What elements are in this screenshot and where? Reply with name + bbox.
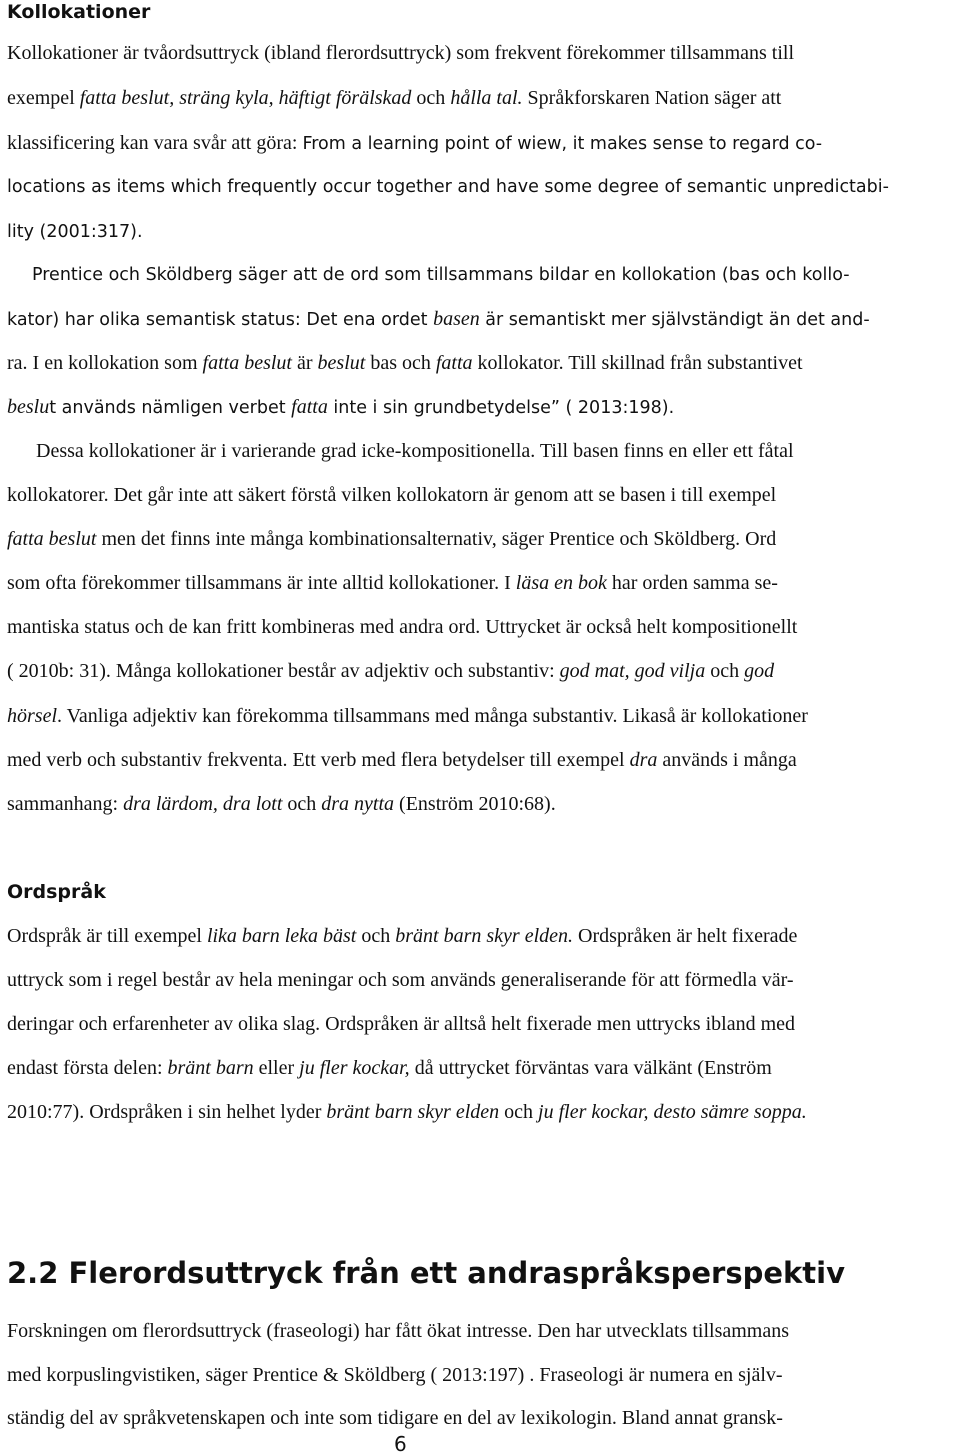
text-line <box>7 748 797 772</box>
term: ju fler kockar, desto sämre soppa. <box>538 1101 807 1123</box>
text-line: Forskningen om flerordsuttryck (fraseologi) har fått ökat intresse. Den har utvecklats tillsammans <box>7 1320 790 1342</box>
term: fatta beslut <box>7 528 97 550</box>
term: fatta beslut <box>202 352 292 374</box>
text-run: har orden samma se- <box>606 572 778 594</box>
text-run: är <box>291 352 318 374</box>
text-run: används i många <box>657 749 797 771</box>
quote-run: From a learning point of wiew, it makes sense to regard co- <box>302 134 823 154</box>
text-run: Språkforskaren Nation säger att <box>522 87 782 109</box>
text-run: eller <box>253 1057 300 1079</box>
term: lika barn leka bäst <box>206 925 357 947</box>
text-line <box>7 1100 807 1124</box>
text-run: och <box>705 660 745 682</box>
text-line <box>7 571 778 595</box>
text-line <box>7 86 781 110</box>
term: dra <box>629 749 658 771</box>
term: basen <box>433 308 480 330</box>
text-line: Dessa kollokationer är i varierande grad icke-kompositionella. Till basen finns en eller ett fåtal <box>36 440 794 462</box>
text-run: inte i sin grundbetydelse” ( 2013:198). <box>327 398 675 418</box>
text-line <box>7 1056 772 1080</box>
text-run: kator) har olika semantisk status: <box>7 310 307 330</box>
text-run: sammanhang: <box>7 793 124 815</box>
text-line <box>7 351 803 375</box>
text-run: som ofta förekommer tillsammans är inte alltid kollokationer. I <box>7 572 516 594</box>
term: bränt barn skyr elden <box>326 1101 500 1123</box>
text-run: Ordspråk är till exempel <box>7 925 207 947</box>
term: bränt barn <box>167 1057 254 1079</box>
term: bränt barn skyr elden. <box>395 925 574 947</box>
text-run: klassificering kan vara svår att göra: <box>7 132 303 154</box>
text-line <box>7 527 776 551</box>
text-run: och <box>411 87 451 109</box>
term: ju fler kockar, <box>299 1057 410 1079</box>
text-run: (Enström 2010:68). <box>394 793 556 815</box>
quote-run: lity <box>7 222 34 242</box>
example-phrase: fatta beslut, sträng kyla, häftigt förälskad <box>79 87 412 109</box>
quote-line: locations as items which frequently occur together and have some degree of semantic unpredictabi- <box>7 177 889 197</box>
chapter-heading: 2.2 Flerordsuttryck från ett andraspråksperspektiv <box>7 1256 845 1290</box>
text-run: och <box>356 925 396 947</box>
text-run: kollokator. Till skillnad från substantivet <box>472 352 803 374</box>
term: god <box>744 660 775 682</box>
text-line <box>7 792 556 816</box>
text-run: och <box>282 793 322 815</box>
text-line: Prentice och Sköldberg säger att de ord som tillsammans bildar en kollokation (bas och kollo- <box>32 265 850 285</box>
text-run: men det finns inte många kombinationsalternativ, säger Prentice och Sköldberg. Ord <box>96 528 777 550</box>
text-line: uttryck som i regel består av hela meningar och som används generaliserande för att förmedla vär- <box>7 969 794 991</box>
text-run: med verb och substantiv frekventa. Ett verb med flera betydelser till exempel <box>7 749 630 771</box>
text-run: Det ena ordet <box>306 310 434 330</box>
text-run: då uttrycket förväntas vara välkänt (Enström <box>409 1057 772 1079</box>
text-run: t används nämligen verbet <box>49 398 292 418</box>
text-line <box>7 659 774 683</box>
text-run: Ordspråken är helt fixerade <box>573 925 798 947</box>
section-heading-kollokationer: Kollokationer <box>7 1 151 23</box>
text-run: endast första delen: <box>7 1057 168 1079</box>
text-run: exempel <box>7 87 80 109</box>
text-line: med korpuslingvistiken, säger Prentice & Sköldberg ( 2013:197) . Fraseologi är numera en själv- <box>7 1364 783 1386</box>
text-line: kollokatorer. Det går inte att säkert förstå vilken kollokatorn är genom att se basen i till exempel <box>7 484 777 506</box>
term: hörsel <box>7 705 57 727</box>
text-line: ständig del av språkvetenskapen och inte som tidigare en del av lexikologin. Bland annat gransk- <box>7 1407 783 1429</box>
text-run: . Vanliga adjektiv kan förekomma tillsammans med många substantiv. Likaså är kollokationer <box>57 705 808 727</box>
example-phrase: hålla tal. <box>450 87 523 109</box>
text-line: deringar och erfarenheter av olika slag. Ordspråken är alltså helt fixerade men uttrycks ibland med <box>7 1013 796 1035</box>
term: beslu <box>7 396 50 418</box>
text-line <box>7 924 797 948</box>
text-line <box>7 131 822 156</box>
text-line <box>7 307 870 332</box>
term: god mat, god vilja <box>559 660 706 682</box>
text-line: Kollokationer är tvåordsuttryck (ibland flerordsuttryck) som frekvent förekommer tillsammans till <box>7 42 795 64</box>
term: fatta <box>291 396 328 418</box>
page-number: 6 <box>394 1432 407 1456</box>
text-line: mantiska status och de kan fritt kombineras med andra ord. Uttrycket är också helt kompositionellt <box>7 616 798 638</box>
text-run: ra. I en kollokation som <box>7 352 203 374</box>
term: beslut <box>317 352 366 374</box>
text-run: bas och <box>365 352 436 374</box>
term: dra nytta <box>321 793 395 815</box>
text-run: är semantiskt mer självständigt än det and- <box>479 310 870 330</box>
text-run: 2010:77). Ordspråken i sin helhet lyder <box>7 1101 327 1123</box>
text-run: och <box>499 1101 539 1123</box>
text-line <box>7 395 674 420</box>
citation: (2001:317). <box>33 222 143 242</box>
term: dra lärdom, dra lott <box>123 793 283 815</box>
text-run: ( 2010b: 31). Många kollokationer består av adjektiv och substantiv: <box>7 660 560 682</box>
section-heading-ordsprak: Ordspråk <box>7 881 106 903</box>
text-line <box>7 219 143 244</box>
term: fatta <box>435 352 473 374</box>
term: läsa en bok <box>515 572 607 594</box>
text-line <box>7 704 808 728</box>
